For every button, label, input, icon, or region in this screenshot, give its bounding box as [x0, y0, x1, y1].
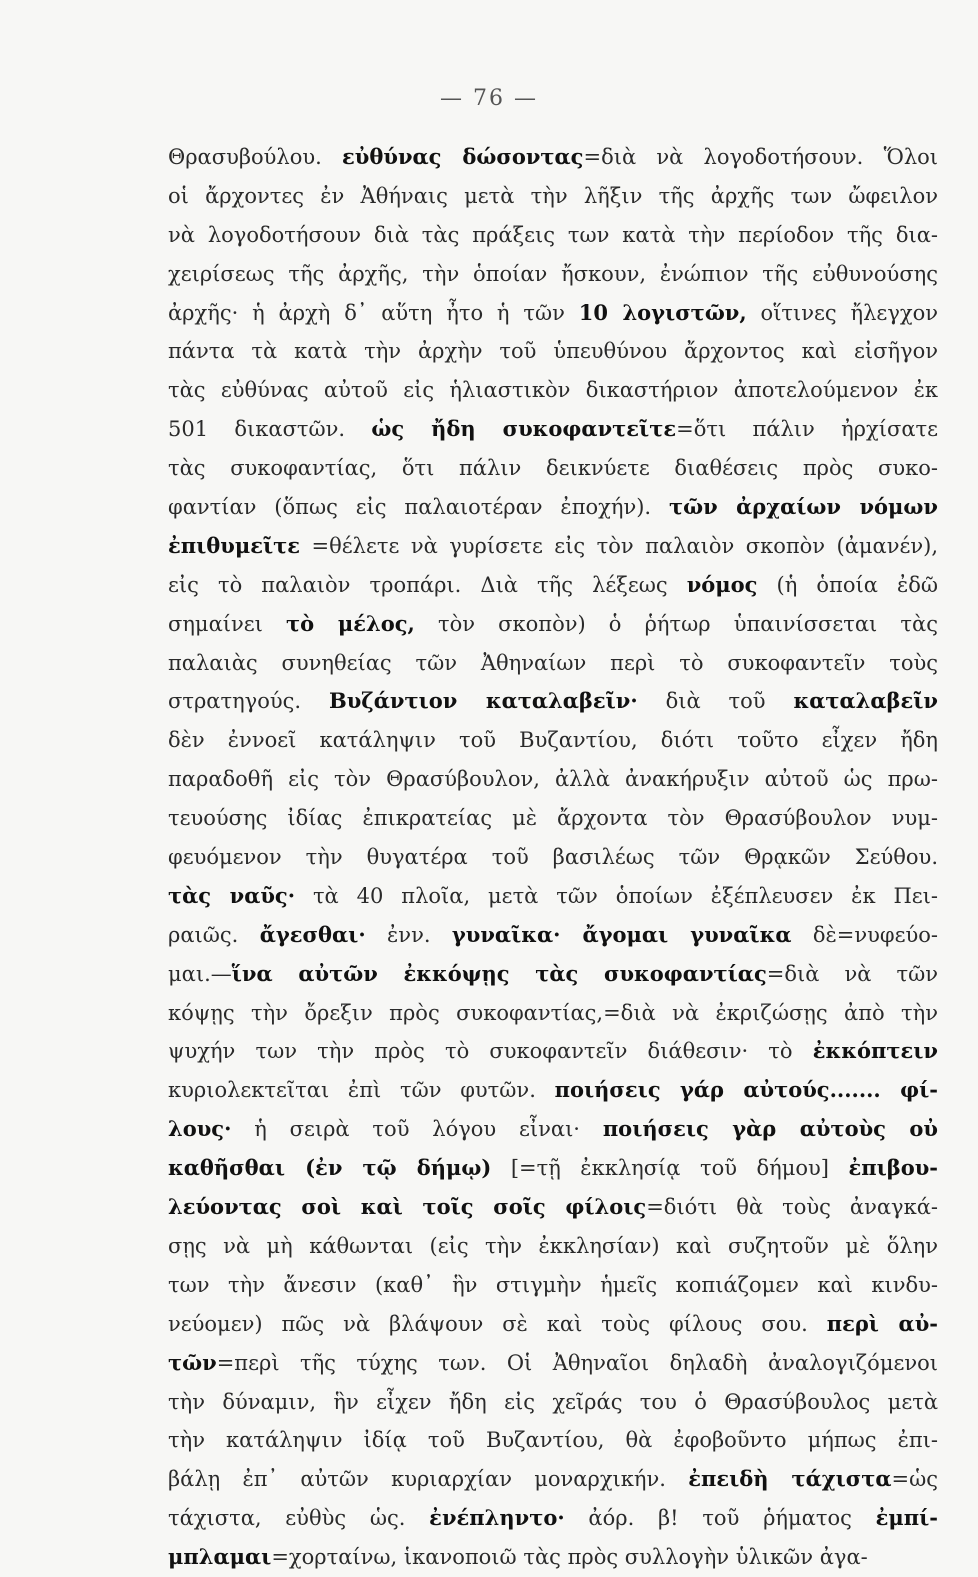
text-segment: =χορταίνω, ἱκανοποιῶ τὰς πρὸς συλλογὴν ὑλικῶν ἀγα-: [271, 1545, 868, 1570]
text-segment: διὰ τοῦ: [637, 689, 794, 714]
bold-lemma: ἐπειδὴ τάχιστα: [688, 1466, 892, 1492]
text-segment: στρατηγούς.: [168, 689, 329, 714]
text-line: [168, 605, 938, 644]
text-segment: =ὡς: [891, 1467, 938, 1492]
text-line: [168, 1032, 938, 1071]
bold-lemma: ἐμπί-: [875, 1505, 938, 1531]
bold-lemma: ὡς ἤδη συκοφαντεῖτε: [371, 416, 677, 442]
bold-lemma: εὐθύνας δώσοντας: [342, 144, 584, 169]
bold-lemma: τῶν ἀρχαίων νόμων: [668, 494, 938, 520]
text-line: [168, 371, 938, 410]
text-segment: =περὶ τῆς τύχης των. Οἱ Ἀθηναῖοι δηλαδὴ ἀναλογιζόμενοι: [216, 1350, 938, 1375]
text-segment: τὰς συκοφαντίας, ὅτι πάλιν δεικνύετε διαθέσεις πρὸς συκο-: [168, 456, 938, 481]
text-segment: τευούσης ἰδίας ἐπικρατείας μὲ ἄρχοντα τὸν Θρασύβουλον νυμ-: [168, 806, 938, 831]
bold-lemma: λεύοντας σοὶ καὶ τοῖς σοῖς φίλοις: [168, 1194, 647, 1220]
text-segment: =θέλετε νὰ γυρίσετε εἰς τὸν παλαιὸν σκοπὸν (ἀμανέν),: [300, 533, 938, 558]
text-segment: ψυχήν των τὴν πρὸς τὸ συκοφαντεῖν διάθεσιν· τὸ: [168, 1039, 813, 1064]
text-line: [168, 449, 938, 488]
text-line: [168, 177, 938, 216]
text-segment: ἡ σειρὰ τοῦ λόγου εἶναι·: [231, 1117, 603, 1142]
text-segment: των τὴν ἄνεσιν (καθ᾽ ἣν στιγμὴν ἡμεῖς κοπιάζομεν καὶ κινδυ-: [168, 1272, 938, 1297]
bold-lemma: 10 λογιστῶν,: [578, 299, 747, 325]
text-segment: ἀόρ. β! τοῦ ῥήματος: [564, 1506, 876, 1531]
text-segment: ἀρχῆς· ἡ ἀρχὴ δ᾽ αὕτη ἦτο ἡ τῶν: [168, 300, 579, 325]
text-line: [168, 566, 938, 605]
bold-lemma: γυναῖκα· ἄγομαι γυναῖκα: [451, 921, 792, 947]
text-line: [168, 682, 938, 721]
bold-lemma: μπλαμαι: [168, 1544, 272, 1570]
text-line: [168, 294, 938, 333]
bold-lemma: ἐνέπληντο·: [429, 1505, 565, 1531]
text-line: [168, 760, 938, 799]
text-line: [168, 877, 938, 916]
text-segment: κόψῃς τὴν ὄρεξιν πρὸς συκοφαντίας,=διὰ νὰ ἐκριζώσῃς ἀπὸ τὴν: [168, 1000, 938, 1025]
text-segment: σῃς νὰ μὴ κάθωνται (εἰς τὴν ἐκκλησίαν) καὶ συζητοῦν μὲ ὅλην: [168, 1233, 938, 1258]
text-segment: ραιῶς.: [168, 922, 260, 947]
bold-lemma: ἄγεσθαι·: [259, 921, 366, 947]
text-line: [168, 527, 938, 566]
text-segment: κυριολεκτεῖται ἐπὶ τῶν φυτῶν.: [168, 1078, 555, 1103]
bold-lemma: ποιήσεις γάρ αὐτούς....... φί-: [554, 1077, 938, 1103]
text-line: [168, 1421, 938, 1460]
text-segment: εἰς τὸ παλαιὸν τροπάρι. Διὰ τῆς λέξεως: [168, 572, 687, 597]
text-segment: =διὰ νὰ τῶν: [766, 961, 938, 986]
bold-lemma: Βυζάντιον καταλαβεῖν·: [328, 688, 638, 714]
bold-lemma: νόμος: [686, 571, 758, 597]
bold-lemma: τὰς ναῦς·: [168, 882, 296, 908]
text-segment: 501 δικαστῶν.: [168, 417, 372, 442]
text-segment: δὲ=νυφεύο-: [791, 922, 938, 947]
text-line: [168, 1344, 938, 1383]
bold-lemma: τῶν: [168, 1349, 217, 1375]
text-line: [168, 721, 938, 760]
text-segment: (ἡ ὁποία ἐδῶ: [757, 572, 938, 597]
text-segment: χειρίσεως τῆς ἀρχῆς, τὴν ὁποίαν ἤσκουν, ἐνώπιον τῆς εὐθυνούσης: [168, 261, 938, 286]
text-line: [168, 1071, 938, 1110]
text-segment: τὰ 40 πλοῖα, μετὰ τῶν ὁποίων ἐξέπλευσεν ἐκ Πει-: [295, 883, 938, 908]
text-segment: παραδοθῆ εἰς τὸν Θρασύβουλον, ἀλλὰ ἀνακήρυξιν αὐτοῦ ὡς πρω-: [168, 767, 938, 792]
text-segment: οἵτινες ἤλεγχον: [746, 300, 938, 325]
text-segment: τὰς εὐθύνας αὐτοῦ εἰς ἡλιαστικὸν δικαστήριον ἀποτελούμενον ἐκ: [168, 378, 938, 403]
text-segment: δὲν ἐννοεῖ κατάληψιν τοῦ Βυζαντίου, διότι τοῦτο εἶχεν ἤδη: [168, 728, 938, 753]
text-line: [168, 255, 938, 294]
text-segment: βάλῃ ἐπ᾽ αὐτῶν κυριαρχίαν μοναρχικήν.: [168, 1467, 689, 1492]
text-line: [168, 644, 938, 683]
text-line: [168, 1149, 938, 1188]
text-segment: σημαίνει: [168, 611, 286, 636]
text-line: [168, 955, 938, 994]
text-segment: παλαιὰς συνηθείας τῶν Ἀθηναίων περὶ τὸ συκοφαντεῖν τοὺς: [168, 650, 938, 675]
text-line: [168, 410, 938, 449]
text-segment: τὴν δύναμιν, ἣν εἶχεν ἤδη εἰς χεῖράς του ὁ Θρασύβουλος μετὰ: [168, 1389, 938, 1414]
text-segment: =διὰ νὰ λογοδοτήσουν. Ὅλοι: [583, 145, 938, 169]
text-segment: Θρασυβούλου.: [168, 145, 343, 169]
text-line: [168, 1460, 938, 1499]
text-segment: τὴν κατάληψιν ἰδίᾳ τοῦ Βυζαντίου, θὰ ἐφοβοῦντο μήπως ἐπι-: [168, 1428, 938, 1453]
text-segment: [=τῇ ἐκκλησίᾳ τοῦ δήμου]: [491, 1156, 849, 1181]
text-segment: τάχιστα, εὐθὺς ὡς.: [168, 1506, 430, 1531]
page-number: — 76 —: [440, 86, 538, 111]
text-line: [168, 138, 938, 177]
text-segment: ἐνν.: [365, 922, 452, 947]
bold-lemma: περὶ αὐ-: [826, 1310, 938, 1336]
bold-lemma: ἵνα αὐτῶν ἐκκόψῃς τὰς συκοφαντίας: [231, 960, 767, 986]
bold-lemma: καταλαβεῖν: [793, 688, 938, 714]
text-segment: οἱ ἄρχοντες ἐν Ἀθήναις μετὰ τὴν λῆξιν τῆς ἀρχῆς των ὤφειλον: [168, 183, 938, 208]
text-line: [168, 1305, 938, 1344]
bold-lemma: τὸ μέλος,: [286, 610, 415, 636]
text-segment: μαι.—: [168, 961, 232, 986]
text-line: [168, 488, 938, 527]
text-segment: νὰ λογοδοτήσουν διὰ τὰς πράξεις των κατὰ τὴν περίοδον τῆς δια-: [168, 222, 938, 247]
text-line: [168, 216, 938, 255]
bold-lemma: ποιήσεις γὰρ αὐτοὺς οὐ: [602, 1116, 938, 1142]
text-line: [168, 1227, 938, 1266]
commentary-text: [168, 138, 938, 1577]
text-segment: φευόμενον τὴν θυγατέρα τοῦ βασιλέως τῶν Θρᾳκῶν Σεύθου.: [168, 845, 938, 870]
text-segment: =ὅτι πάλιν ἠρχίσατε: [676, 417, 938, 442]
text-line: [168, 916, 938, 955]
text-line: [168, 799, 938, 838]
text-line: [168, 1538, 938, 1577]
text-line: [168, 838, 938, 877]
text-segment: νεύομεν) πῶς νὰ βλάψουν σὲ καὶ τοὺς φίλους σου.: [168, 1311, 827, 1336]
bold-lemma: ἐπιβου-: [848, 1155, 938, 1181]
bold-lemma: ἐκκόπτειν: [812, 1038, 938, 1064]
text-line: [168, 1383, 938, 1422]
text-line: [168, 994, 938, 1033]
text-line: [168, 332, 938, 371]
text-line: [168, 1110, 938, 1149]
text-line: [168, 1266, 938, 1305]
text-segment: τὸν σκοπὸν) ὁ ῥήτωρ ὑπαινίσσεται τὰς: [414, 611, 938, 636]
text-segment: =διότι θὰ τοὺς ἀναγκά-: [646, 1195, 938, 1220]
bold-lemma: λους·: [168, 1116, 232, 1142]
text-line: [168, 1499, 938, 1538]
bold-lemma: καθῆσθαι (ἐν τῷ δήμῳ): [168, 1155, 492, 1181]
text-segment: πάντα τὰ κατὰ τὴν ἀρχὴν τοῦ ὑπευθύνου ἄρχοντος καὶ εἰσῆγον: [168, 339, 938, 364]
text-segment: φαντίαν (ὅπως εἰς παλαιοτέραν ἐποχήν).: [168, 495, 669, 520]
bold-lemma: ἐπιθυμεῖτε: [168, 532, 301, 558]
text-line: [168, 1188, 938, 1227]
